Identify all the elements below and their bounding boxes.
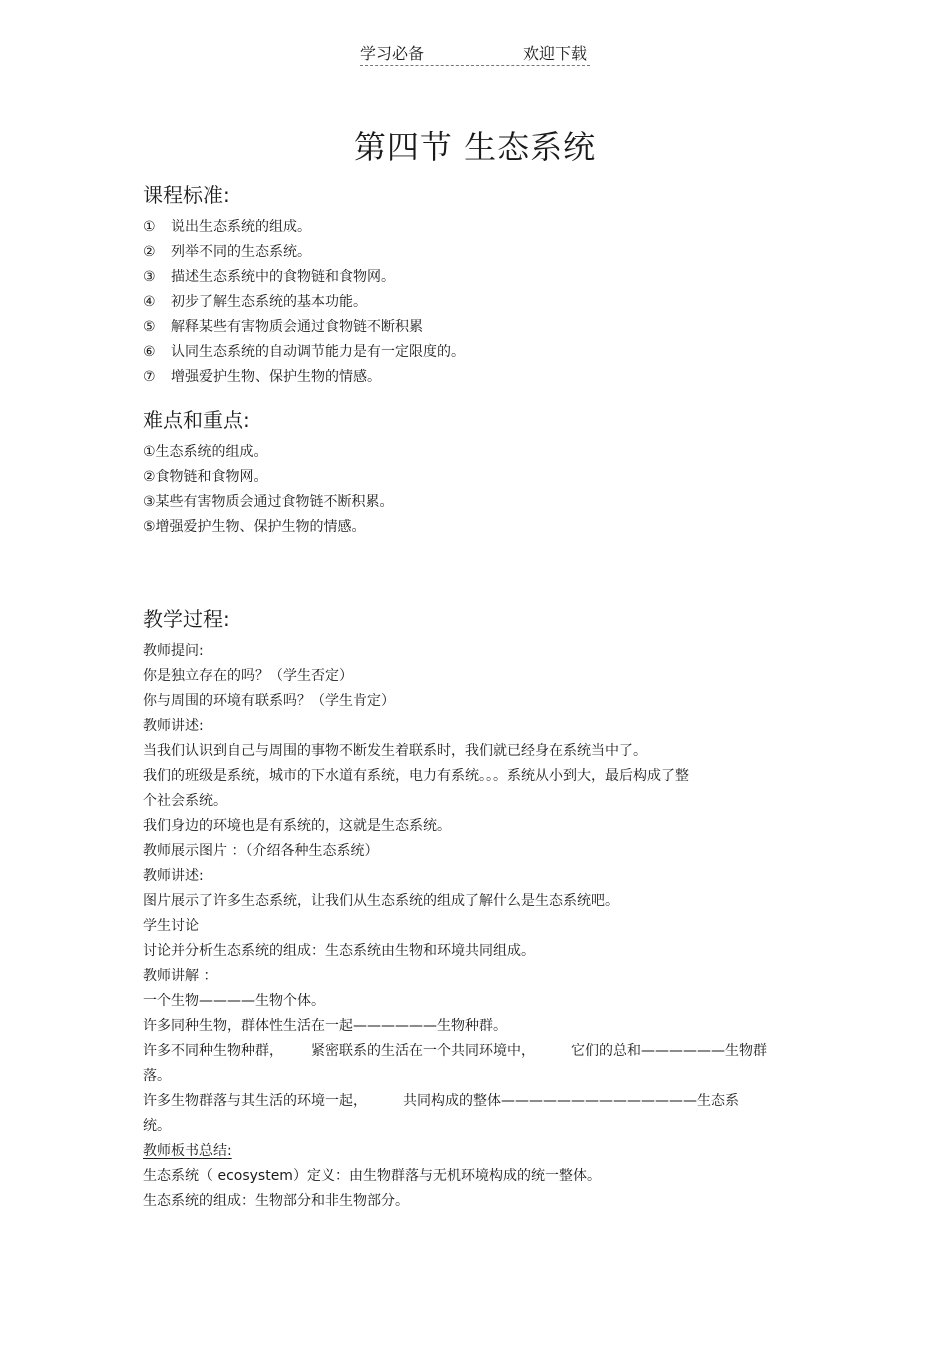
paragraph-line: 你是独立存在的吗？（学生否定） — [143, 668, 353, 684]
paragraph-line: 落。 — [143, 1068, 171, 1084]
item-number: ⑦ — [143, 369, 156, 385]
item-text: 初步了解生态系统的基本功能。 — [171, 294, 367, 310]
item-text: 解释某些有害物质会通过食物链不断积累 — [171, 319, 423, 335]
item-number: ⑥ — [143, 344, 156, 360]
paragraph-line: 教师讲述: — [143, 868, 204, 884]
paragraph-line: 教师讲解 ： — [143, 968, 218, 984]
item-text: 描述生态系统中的食物链和食物网。 — [171, 269, 395, 285]
standards-list — [143, 215, 465, 390]
paragraph-line-ecosystem — [143, 1089, 767, 1114]
page-title: 第四节 生态系统 — [353, 128, 597, 166]
composition-line: 生态系统的组成：生物部分和非生物部分。 — [143, 1193, 409, 1209]
keypoints-heading: 难点和重点: — [143, 408, 250, 432]
paragraph-line: 你与周围的环境有联系吗？（学生肯定） — [143, 693, 395, 709]
page-header — [360, 41, 590, 66]
list-item — [143, 215, 465, 240]
item-number: ② — [143, 244, 156, 260]
paragraph-line: 讨论并分析生态系统的组成：生态系统由生物和环境共同组成。 — [143, 943, 535, 959]
paragraph-line: 统。 — [143, 1118, 171, 1134]
paragraph-line: 教师提问: — [143, 643, 204, 659]
header-left-text: 学习必备 — [360, 44, 425, 63]
paragraph-line: 图片展示了许多生态系统，让我们从生态系统的组成了解什么是生态系统吧。 — [143, 893, 619, 909]
item-text: 列举不同的生态系统。 — [171, 244, 311, 260]
text-segment: 共同构成的整体——————————————生态系 — [403, 1093, 739, 1109]
item-number: ③ — [143, 269, 156, 285]
text-segment: 紧密联系的生活在一个共同环境中， — [311, 1043, 535, 1059]
process-body — [143, 639, 767, 1214]
header-right-text: 欢迎下载 — [522, 44, 587, 63]
item-text: 说出生态系统的组成。 — [171, 219, 311, 235]
list-item: ②食物链和食物网。 — [143, 469, 268, 485]
item-number: ⑤ — [143, 319, 156, 335]
text-segment: 它们的总和——————生物群 — [571, 1043, 767, 1059]
list-item — [143, 265, 465, 290]
list-item: ①生态系统的组成。 — [143, 444, 268, 460]
paragraph-line-community — [143, 1039, 767, 1064]
board-summary-label: 教师板书总结: — [143, 1143, 232, 1159]
paragraph-line: 我们的班级是系统，城市的下水道有系统，电力有系统。。。系统从小到大，最后构成了整 — [143, 768, 689, 784]
paragraph-line: 教师讲述: — [143, 718, 204, 734]
item-text: 增强爱护生物、保护生物的情感。 — [171, 369, 381, 385]
paragraph-line: 许多同种生物，群体性生活在一起——————生物种群。 — [143, 1018, 507, 1034]
list-item — [143, 240, 465, 265]
paragraph-line: 学生讨论 — [143, 918, 199, 934]
text-segment: 许多不同种生物种群， — [143, 1043, 283, 1059]
list-item — [143, 340, 465, 365]
item-number: ④ — [143, 294, 156, 310]
paragraph-line: 当我们认识到自己与周围的事物不断发生着联系时，我们就已经身在系统当中了。 — [143, 743, 647, 759]
paragraph-line: 一个生物————生物个体。 — [143, 993, 325, 1009]
list-item — [143, 290, 465, 315]
paragraph-line — [143, 1139, 767, 1164]
list-item — [143, 365, 465, 390]
paragraph-line: 个社会系统。 — [143, 793, 227, 809]
standards-heading: 课程标准: — [143, 183, 230, 207]
process-heading: 教学过程: — [143, 607, 230, 631]
keypoints-list — [143, 440, 394, 540]
list-item: ③某些有害物质会通过食物链不断积累。 — [143, 494, 394, 510]
item-text: 认同生态系统的自动调节能力是有一定限度的。 — [171, 344, 465, 360]
definition-line: 生态系统（ ecosystem）定义：由生物群落与无机环境构成的统一整体。 — [143, 1168, 601, 1184]
paragraph-line: 我们身边的环境也是有系统的，这就是生态系统。 — [143, 818, 451, 834]
paragraph-line: 教师展示图片 ：（介绍各种生态系统） — [143, 843, 379, 859]
list-item — [143, 315, 465, 340]
text-segment: 许多生物群落与其生活的环境一起， — [143, 1093, 367, 1109]
item-number: ① — [143, 219, 156, 235]
list-item: ⑤增强爱护生物、保护生物的情感。 — [143, 519, 366, 535]
